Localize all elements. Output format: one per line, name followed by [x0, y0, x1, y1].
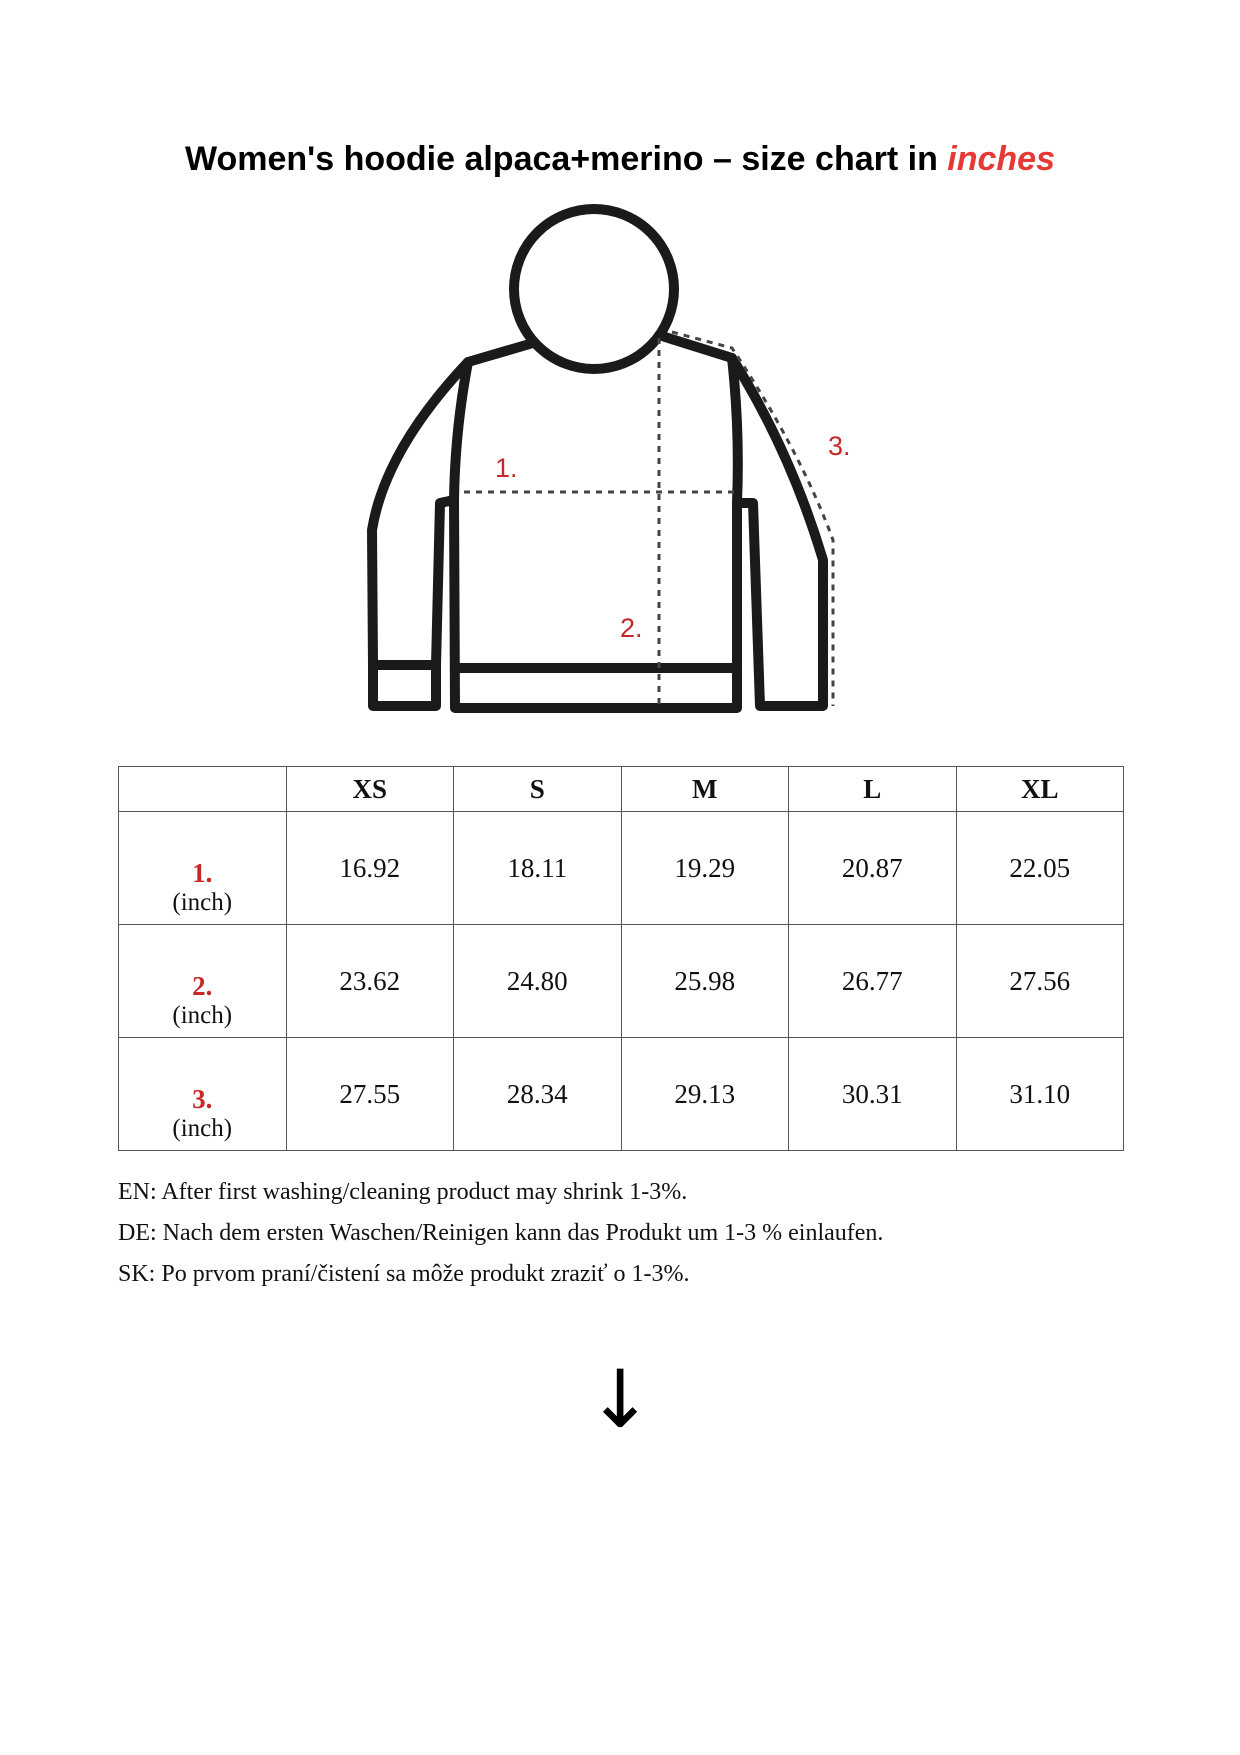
title-prefix: Women's hoodie alpaca+merino – size chart in — [184, 140, 948, 178]
measurement-lines — [464, 332, 833, 706]
header-xs: XS — [286, 767, 454, 812]
table-cell: 24.80 — [454, 925, 622, 1038]
measure-label-2: 2. — [620, 613, 643, 643]
row-unit: (inch) — [172, 1115, 233, 1142]
header-xl: XL — [956, 767, 1124, 812]
table-cell: 29.13 — [621, 1038, 789, 1151]
measure-label-1: 1. — [495, 453, 518, 483]
header-row — [119, 767, 1124, 812]
hoodie-diagram — [0, 0, 1240, 740]
table-cell: 18.11 — [454, 812, 622, 925]
table-row — [119, 1038, 1124, 1151]
table-cell: 20.87 — [789, 812, 957, 925]
table-cell: 27.56 — [956, 925, 1124, 1038]
header-l: L — [789, 767, 957, 812]
table-cell: 31.10 — [956, 1038, 1124, 1151]
row-number: 3. — [192, 1084, 213, 1114]
note-sk: SK: Po prvom praní/čistení sa môže produkt zraziť o 1-3%. — [118, 1261, 690, 1287]
hoodie-outline-icon — [372, 209, 823, 708]
measure-label-3: 3. — [828, 431, 851, 461]
table-cell: 19.29 — [621, 812, 789, 925]
table-row — [119, 925, 1124, 1038]
table-cell: 26.77 — [789, 925, 957, 1038]
table-cell: 27.55 — [286, 1038, 454, 1151]
note-de: DE: Nach dem ersten Waschen/Reinigen kann das Produkt um 1-3 % einlaufen. — [118, 1220, 884, 1246]
row-label — [119, 1038, 287, 1151]
header-empty — [119, 767, 287, 812]
table-cell: 23.62 — [286, 925, 454, 1038]
row-number: 2. — [192, 971, 213, 1001]
row-number: 1. — [192, 858, 213, 888]
size-table — [118, 766, 1124, 1151]
row-label — [119, 925, 287, 1038]
header-m: M — [621, 767, 789, 812]
table-cell: 25.98 — [621, 925, 789, 1038]
row-unit: (inch) — [172, 889, 233, 916]
table-cell: 22.05 — [956, 812, 1124, 925]
table-cell: 16.92 — [286, 812, 454, 925]
row-unit: (inch) — [172, 1002, 233, 1029]
shrink-notes — [118, 1172, 1168, 1295]
table-cell: 30.31 — [789, 1038, 957, 1151]
row-label — [119, 812, 287, 925]
note-en: EN: After first washing/cleaning product may shrink 1-3%. — [118, 1179, 688, 1205]
table-row — [119, 812, 1124, 925]
table-cell: 28.34 — [454, 1038, 622, 1151]
title-accent: inches — [947, 140, 1055, 178]
header-s: S — [454, 767, 622, 812]
arrow-down-icon: ↓ — [586, 1353, 654, 1446]
